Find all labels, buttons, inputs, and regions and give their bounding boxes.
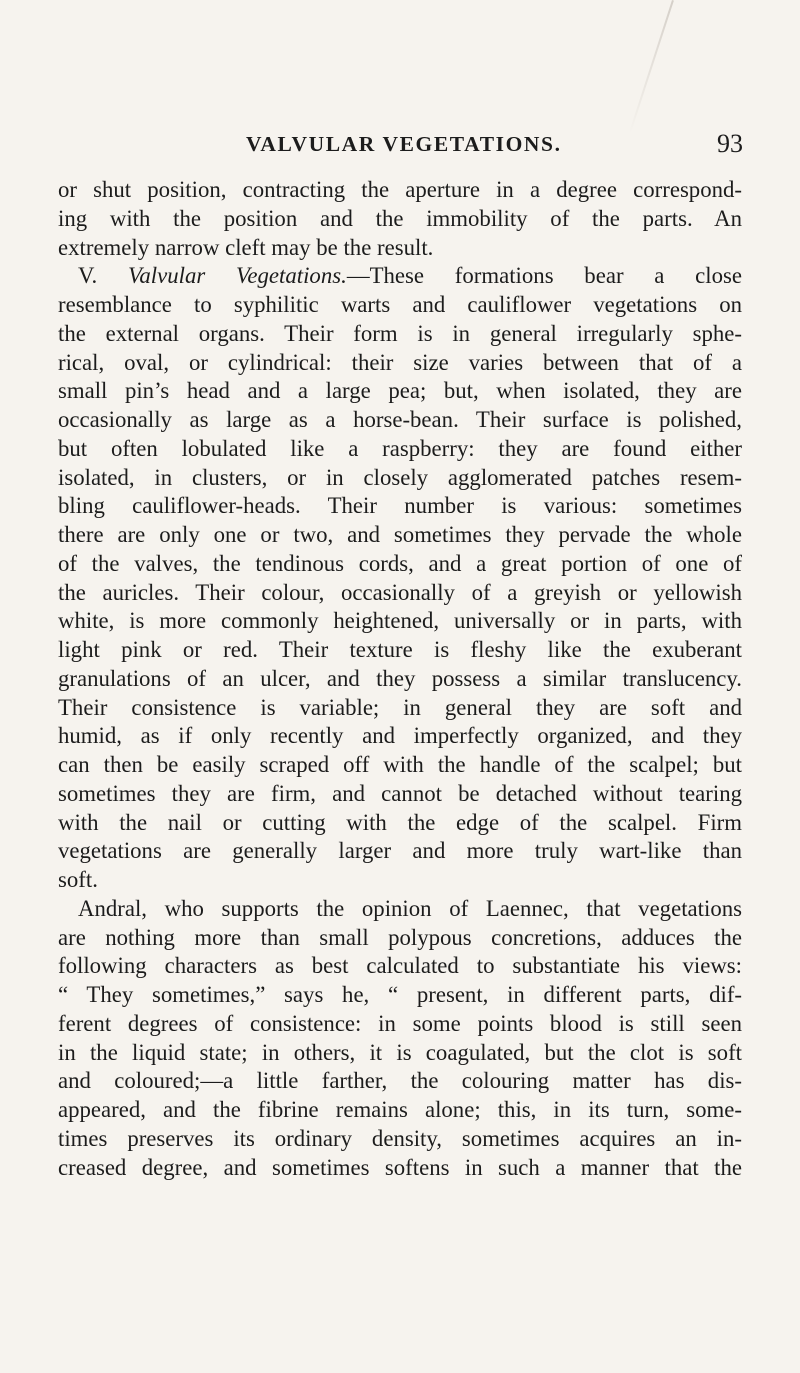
page-header	[0, 129, 800, 162]
section-heading-line	[58, 262, 742, 291]
text-line: rical, oval, or cylindrical: their size varies between that of a	[58, 349, 742, 375]
text-line: white, is more commonly heightened, universally or in parts, with	[58, 608, 742, 634]
text-line: but often lobulated like a raspberry: they are found either	[58, 435, 742, 461]
text-line: of the valves, the tendinous cords, and a great portion of one of	[58, 550, 742, 576]
text-line: isolated, in clusters, or in closely agglomerated patches resem-	[58, 464, 742, 490]
text-line: the external organs. Their form is in general irregularly sphe-	[58, 320, 742, 346]
text-line: humid, as if only recently and imperfectly organized, and they	[58, 723, 742, 749]
text-line: there are only one or two, and sometimes they pervade the whole	[58, 522, 742, 547]
text-line: with the nail or cutting with the edge of the scalpel. Firm	[58, 809, 742, 835]
text-line: sometimes they are firm, and cannot be detached without tearing	[58, 780, 742, 806]
text-line: Their consistence is variable; in general they are soft and	[58, 694, 742, 720]
text-line: can then be easily scraped off with the handle of the scalpel; but	[58, 752, 742, 777]
text-line: in the liquid state; in others, it is coagulated, but the clot is soft	[58, 1039, 742, 1065]
text-line: bling cauliflower-heads. Their number is various: sometimes	[58, 493, 742, 519]
text-line: “ They sometimes,” says he, “ present, in different parts, dif-	[58, 982, 742, 1007]
text-line: vegetations are generally larger and more truly wart-like than	[58, 838, 742, 864]
text-line: times preserves its ordinary density, sometimes acquires an in-	[58, 1125, 742, 1151]
text-line: extremely narrow cleft may be the result.	[58, 234, 434, 260]
body-text	[58, 176, 742, 1216]
running-head: VALVULAR VEGETATIONS.	[246, 132, 562, 156]
text-line: Andral, who supports the opinion of Laennec, that vegetations	[78, 895, 742, 921]
page-fold-mark	[629, 0, 674, 134]
text-line: appeared, and the fibrine remains alone; this, in its turn, some-	[58, 1097, 742, 1122]
text-line: are nothing more than small polypous concretions, adduces the	[58, 924, 742, 950]
text-line: following characters as best calculated to substantiate his views:	[58, 953, 742, 979]
text-line: These formations bear a close	[369, 263, 742, 289]
text-line: creased degree, and sometimes softens in such a manner that the	[58, 1154, 742, 1180]
section-dash: —	[346, 263, 370, 289]
text-line: granulations of an ulcer, and they possess a similar translucency.	[58, 665, 742, 691]
text-line: small pin’s head and a large pea; but, when isolated, they are	[58, 378, 742, 404]
text-line: and coloured;—a little farther, the colouring matter has dis-	[58, 1068, 742, 1094]
text-line: ing with the position and the immobility of the parts. An	[58, 205, 742, 231]
section-numeral: V.	[78, 263, 98, 289]
text-line: the auricles. Their colour, occasionally of a greyish or yellowish	[58, 579, 742, 605]
text-line: soft.	[58, 867, 98, 892]
text-line: ferent degrees of consistence: in some points blood is still seen	[58, 1010, 742, 1036]
text-line: occasionally as large as a horse-bean. Their surface is polished,	[58, 407, 742, 432]
text-line: resemblance to syphilitic warts and cauliflower vegetations on	[58, 292, 742, 317]
text-line: or shut position, contracting the aperture in a degree correspond-	[58, 177, 742, 202]
section-title: Valvular Vegetations.	[128, 263, 347, 289]
text-line: light pink or red. Their texture is fleshy like the exuberant	[58, 637, 742, 662]
page-number: 93	[717, 129, 743, 158]
